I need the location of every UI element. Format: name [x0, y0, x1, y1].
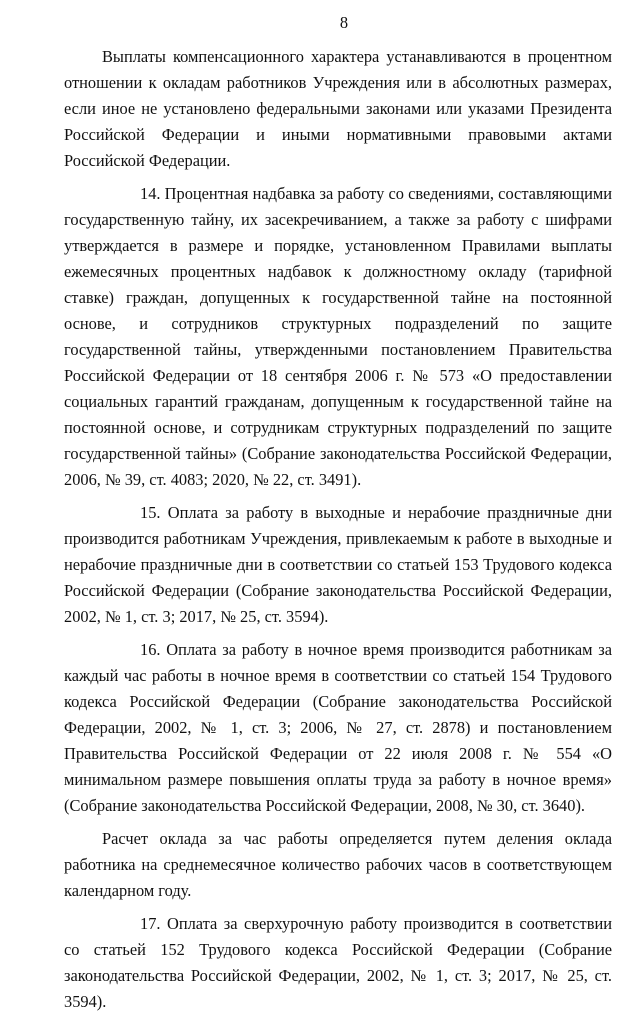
paragraph-number: 17. — [140, 914, 161, 933]
paragraph-hourly-rate — [64, 826, 612, 904]
paragraph-number: 14. — [140, 184, 161, 203]
paragraph-compensation-payments — [64, 44, 612, 174]
paragraph-text: Процентная надбавка за работу со сведениями, составляющими государственную тайну, их засекречиванием, а также за работу с шифрами утверждается в размере и порядке, установленном Правилами выплаты ежемесячных процентных надбавок к должностному окладу (тарифной ставке) граждан, допущенных к государственной тайне на постоянной основе, и сотрудников структурных подразделений по защите государственной тайны, утвержденными постановлением Правительства Российской Федерации от 18 сентября 2006 г. № 573 «О предоставлении социальных гарантий гражданам, допущенным к государственной тайне на постоянной основе, и сотрудникам структурных подразделений по защите государственной тайны» (Собрание законодательства Российской Федерации, 2006, № 39, ст. 4083; 2020, № 22, ст. 3491). — [64, 184, 612, 489]
paragraph-text: Оплата за работу в ночное время производится работникам за каждый час работы в ночное время в соответствии со статьей 154 Трудового кодекса Российской Федерации (Собрание законодательства Российской Федерации, 2002, № 1, ст. 3; 2006, № 27, ст. 2878) и постановлением Правительства Российской Федерации от 22 июля 2008 г. № 554 «О минимальном размере повышения оплаты труда за работу в ночное время» (Собрание законодательства Российской Федерации, 2008, № 30, ст. 3640). — [64, 640, 612, 815]
paragraph-number: 15. — [140, 503, 161, 522]
paragraph-17 — [64, 911, 612, 1015]
paragraph-14 — [64, 181, 612, 493]
page-number: 8 — [339, 13, 349, 32]
paragraph-text: Выплаты компенсационного характера устанавливаются в процентном отношении к окладам работников Учреждения или в абсолютных размерах, если иное не установлено федеральными законами или указами Президента Российской Федерации и иными нормативными правовыми актами Российской Федерации. — [64, 47, 612, 170]
paragraph-text: Расчет оклада за час работы определяется путем деления оклада работника на среднемесячное количество рабочих часов в соответствующем календарном году. — [64, 829, 612, 900]
paragraph-16 — [64, 637, 612, 819]
paragraph-number: 16. — [140, 640, 161, 659]
paragraph-text: Оплата за сверхурочную работу производится в соответствии со статьей 152 Трудового кодекса Российской Федерации (Собрание законодательства Российской Федерации, 2002, № 1, ст. 3; 2017, № 25, ст. 3594). — [64, 914, 612, 1011]
paragraph-15 — [64, 500, 612, 630]
paragraph-text: Оплата за работу в выходные и нерабочие праздничные дни производится работникам Учреждения, привлекаемым к работе в выходные и нерабочие праздничные дни в соответствии со статьей 153 Трудового кодекса Российской Федерации (Собрание законодательства Российской Федерации, 2002, № 1, ст. 3; 2017, № 25, ст. 3594). — [64, 503, 612, 626]
